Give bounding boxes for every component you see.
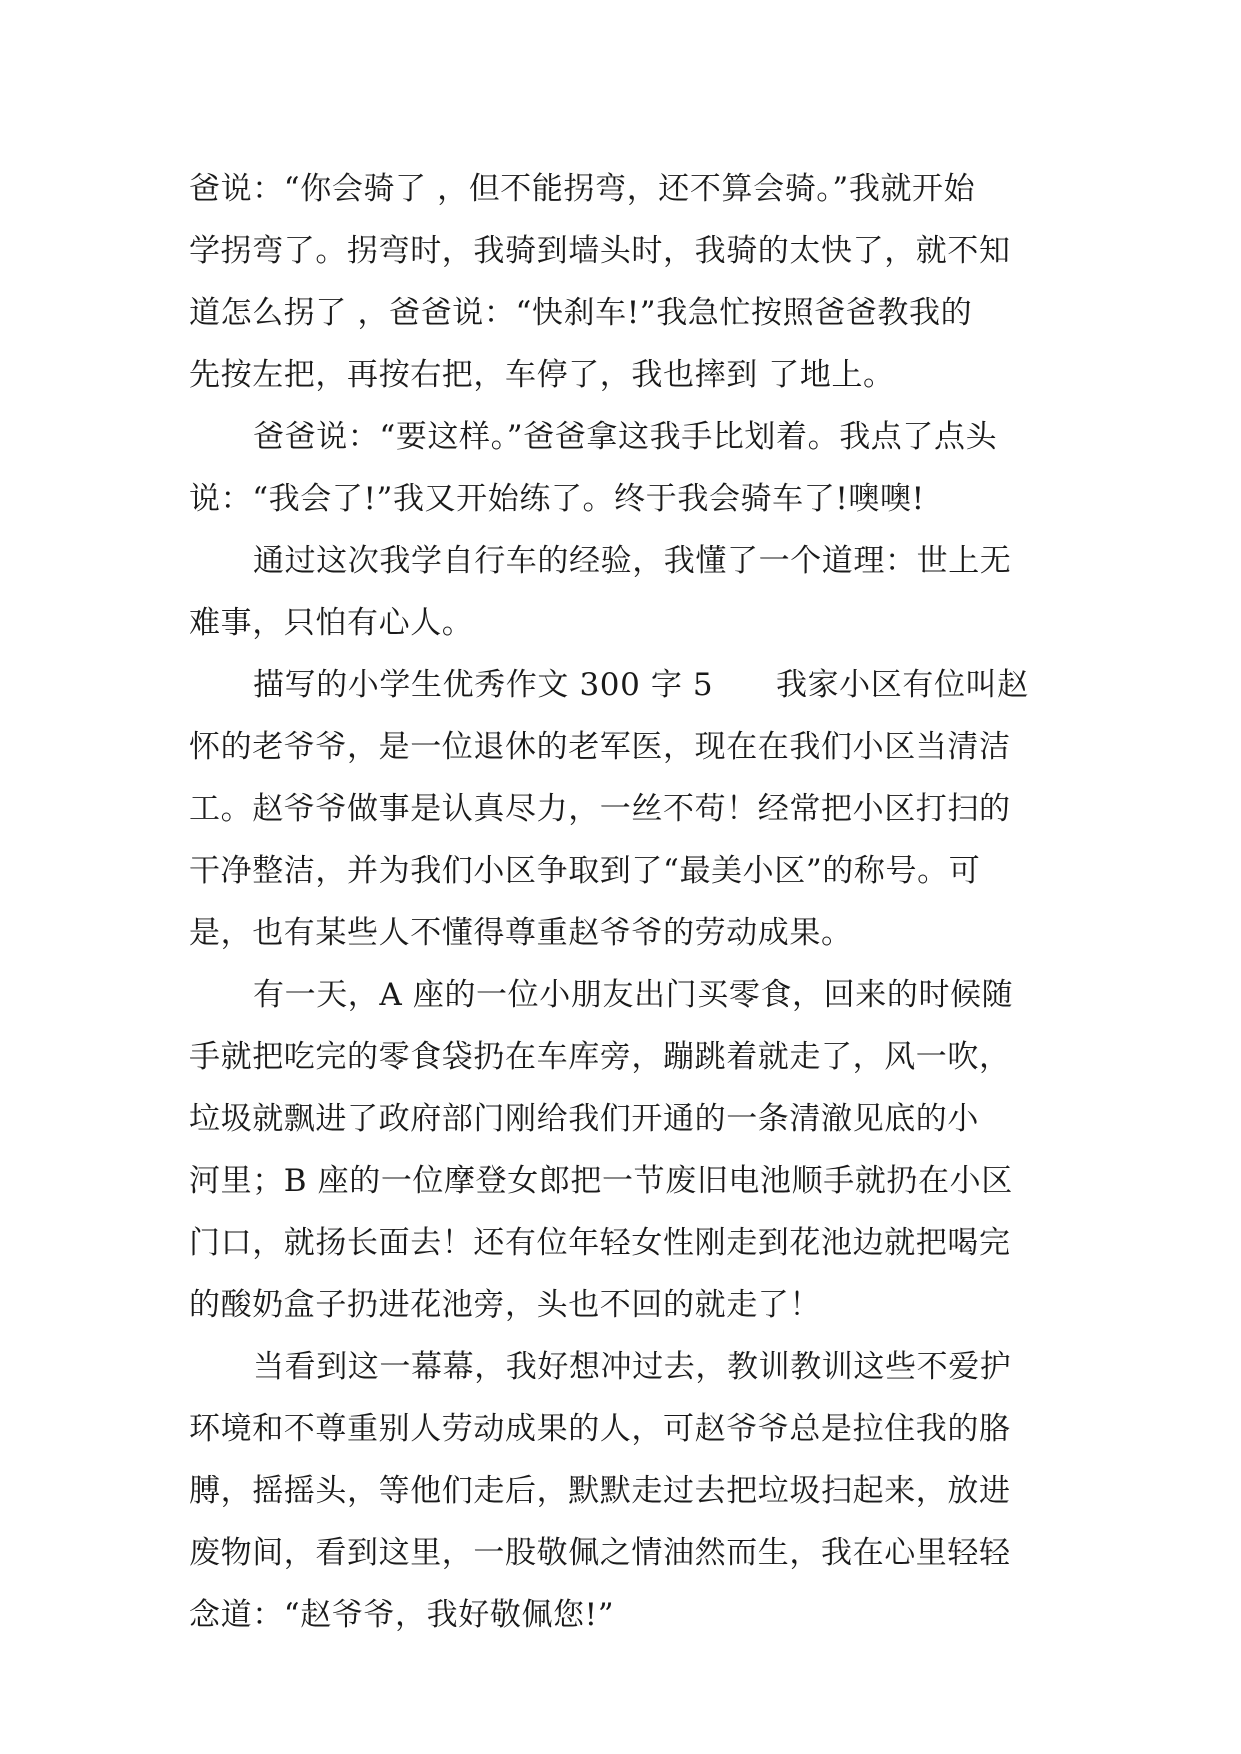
text-line: 门口，就扬长面去！还有位年轻女性刚走到花池边就把喝完 <box>189 1225 1011 1261</box>
text-line: 的酸奶盒子扔进花池旁，头也不回的就走了！ <box>189 1287 821 1323</box>
text-line: 环境和不尊重别人劳动成果的人，可赵爷爷总是拉住我的胳 <box>189 1411 1011 1447</box>
text-line: 膊，摇摇头，等他们走后，默默走过去把垃圾扫起来，放进 <box>189 1473 1011 1509</box>
essay-body <box>189 158 1061 1646</box>
paragraph-start-line: 当看到这一幕幕，我好想冲过去，教训教训这些不爱护 <box>253 1349 1012 1385</box>
text-line: 念道：“赵爷爷，我好敬佩您!” <box>189 1597 615 1633</box>
text-line: 学拐弯了。拐弯时，我骑到墙头时，我骑的太快了，就不知 <box>189 233 1011 269</box>
text-line: 爸说：“你会骑了 ，但不能拐弯，还不算会骑。”我就开始 <box>189 171 976 207</box>
text-line: 道怎么拐了 ，爸爸说：“快刹车!”我急忙按照爸爸教我的 <box>189 295 973 331</box>
text-line: 废物间，看到这里，一股敬佩之情油然而生，我在心里轻轻 <box>189 1535 1011 1571</box>
text-line: 是，也有某些人不懂得尊重赵爷爷的劳动成果。 <box>189 915 853 951</box>
text-line: 干净整洁，并为我们小区争取到了“最美小区”的称号。可 <box>189 853 981 889</box>
text-line: 河里；B 座的一位摩登女郎把一节废旧电池顺手就扔在小区 <box>189 1163 1013 1199</box>
paragraph-start-line: 通过这次我学自行车的经验，我懂了一个道理：世上无 <box>253 543 1012 579</box>
text-line: 垃圾就飘进了政府部门刚给我们开通的一条清澈见底的小 <box>189 1101 979 1137</box>
text-line: 说：“我会了!”我又开始练了。终于我会骑车了!噢噢! <box>189 481 925 517</box>
text-line: 难事，只怕有心人。 <box>189 605 474 641</box>
paragraph-start-line: 有一天，A 座的一位小朋友出门买零食，回来的时候随 <box>253 977 1014 1013</box>
text-line: 怀的老爷爷，是一位退休的老军医，现在在我们小区当清洁 <box>189 729 1011 765</box>
text-line: 先按左把，再按右把，车停了，我也摔到 了地上。 <box>189 357 895 393</box>
paragraph-start-line: 描写的小学生优秀作文 300 字 5 我家小区有位叫赵 <box>253 667 1029 703</box>
paragraph-start-line: 爸爸说：“要这样。”爸爸拿这我手比划着。我点了点头 <box>253 419 998 455</box>
text-line: 工。赵爷爷做事是认真尽力，一丝不苟！经常把小区打扫的 <box>189 791 1011 827</box>
text-line: 手就把吃完的零食袋扔在车库旁，蹦跳着就走了，风一吹， <box>189 1039 1011 1075</box>
